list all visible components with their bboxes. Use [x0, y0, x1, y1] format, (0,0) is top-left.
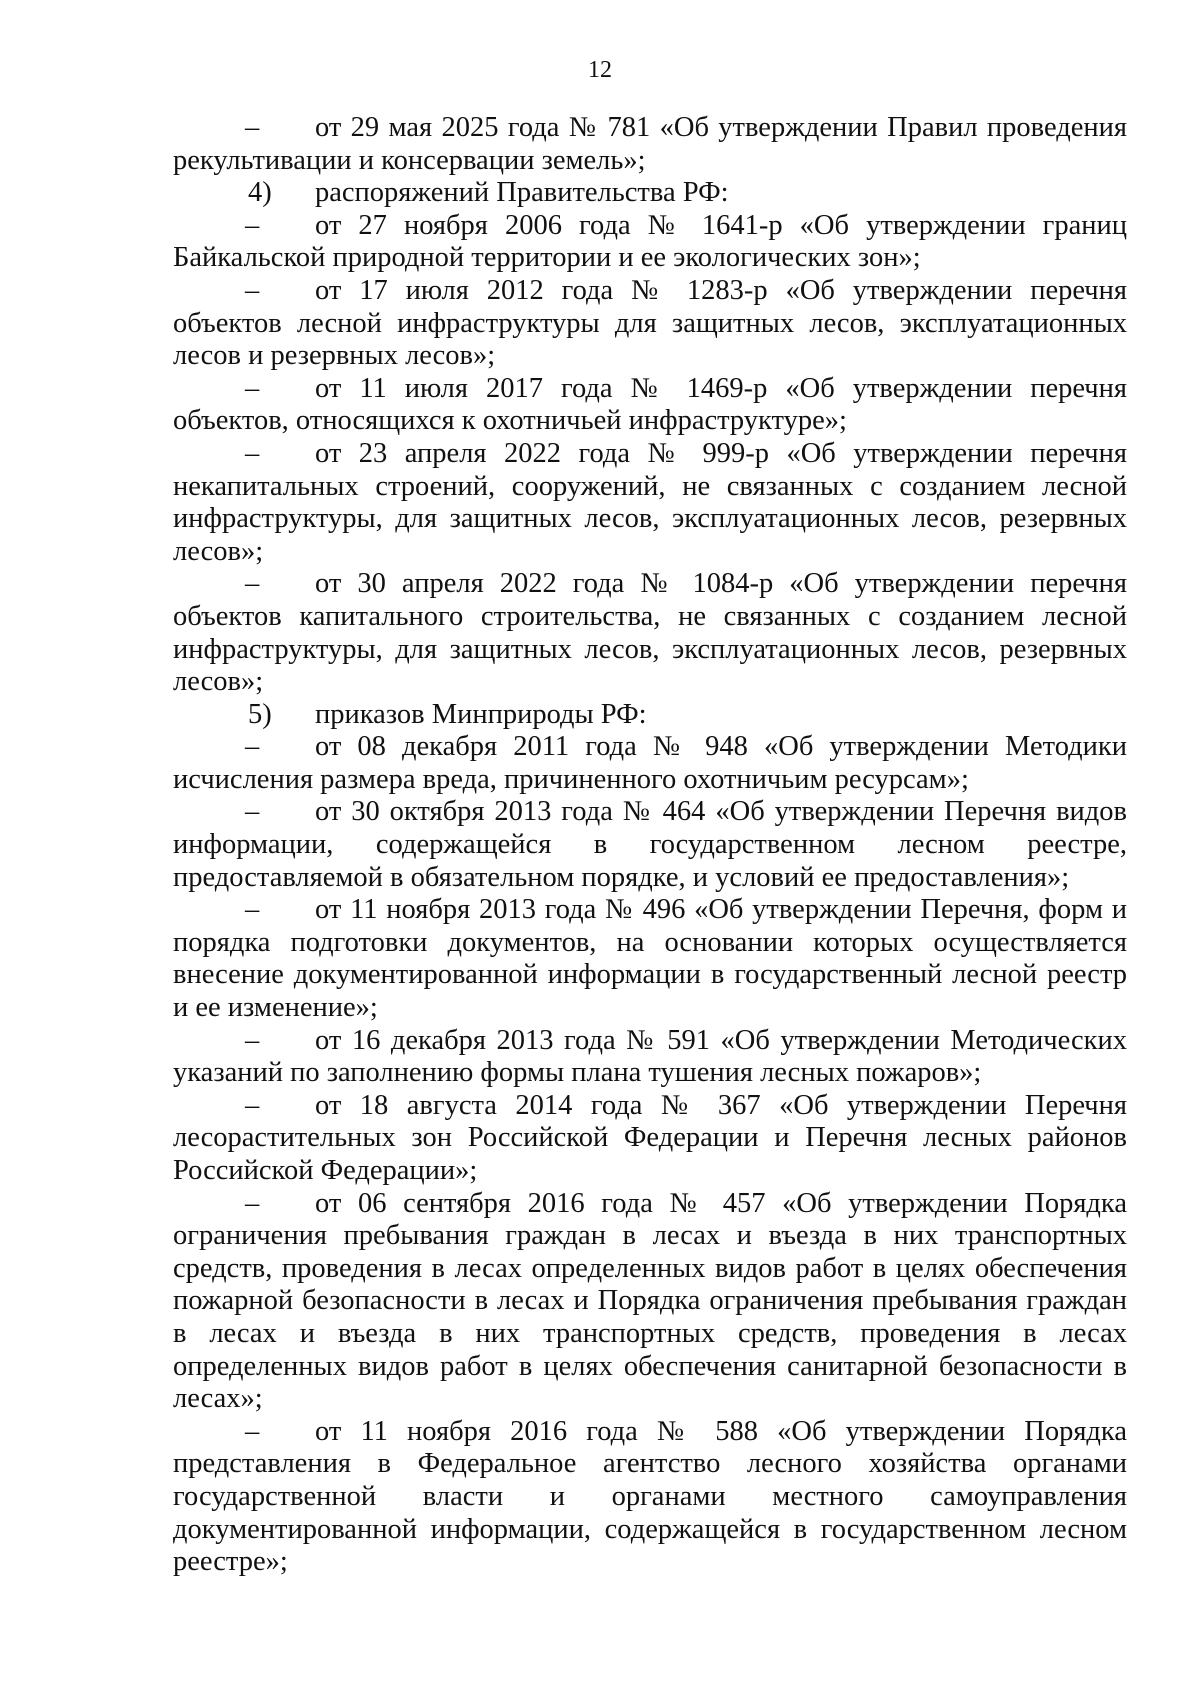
list-marker: –	[245, 1024, 260, 1056]
list-item	[173, 177, 1127, 210]
list-marker: –	[245, 894, 260, 926]
list-item-text: от 16 декабря 2013 года № 591 «Об утверждении Методических указаний по заполнению формы плана тушения лесных пожаров»;	[173, 1024, 1127, 1089]
list-item	[173, 112, 1127, 177]
list-marker: –	[245, 209, 260, 241]
list-item	[173, 1416, 1127, 1579]
list-item-text: от 11 июля 2017 года № 1469-р «Об утверждении перечня объектов, относящихся к охотничьей инфраструктуре»;	[173, 372, 1127, 437]
list-marker: –	[245, 274, 260, 306]
list-item-text: от 06 сентября 2016 года № 457 «Об утверждении Порядка ограничения пребывания граждан в лесах и въезда в них транспортных средств, проведения в лесах определенных видов работ в целях обеспечения пожарной безопасности в лесах и Порядка ограничения пребывания граждан в лесах и въезда в них транспортных средств, проведения в лесах определенных видов работ в целях обеспечения санитарной безопасности в лесах»;	[173, 1187, 1127, 1415]
list-marker: –	[245, 1187, 260, 1219]
list-item	[173, 894, 1127, 1024]
list-item	[173, 796, 1127, 894]
list-item-text: приказов Минприроды РФ:	[315, 698, 647, 730]
list-marker: –	[245, 568, 260, 600]
list-item-text: от 29 мая 2025 года № 781 «Об утверждении Правил проведения рекультивации и консервации земель»;	[173, 112, 1127, 176]
list-item-text: от 18 августа 2014 года № 367 «Об утверждении Перечня лесорастительных зон Российской Федерации и Перечня лесных районов Российской Федерации»;	[173, 1089, 1127, 1186]
list-item	[173, 373, 1127, 438]
list-marker: 5)	[248, 698, 272, 730]
list-item	[173, 731, 1127, 796]
list-item	[173, 1188, 1127, 1416]
list-item-text: от 30 апреля 2022 года № 1084-р «Об утверждении перечня объектов капитального строительства, не связанных с созданием лесной инфраструктуры, для защитных лесов, эксплуатационных лесов, резервных лесов»;	[173, 568, 1127, 698]
list-item	[173, 699, 1127, 732]
list-marker: –	[245, 1089, 260, 1121]
list-item	[173, 1090, 1127, 1188]
list-item-text: от 17 июля 2012 года № 1283-р «Об утверждении перечня объектов лесной инфраструктуры для защитных лесов, эксплуатационных лесов и резервных лесов»;	[173, 274, 1127, 372]
list-item-text: распоряжений Правительства РФ:	[315, 177, 729, 209]
list-marker: 4)	[248, 177, 272, 209]
page-number: 12	[588, 57, 612, 83]
list-marker: –	[245, 112, 260, 143]
list-item	[173, 275, 1127, 373]
document-body	[173, 112, 1127, 1579]
list-marker: –	[245, 731, 260, 763]
list-marker: –	[245, 1415, 260, 1447]
list-item-text: от 08 декабря 2011 года № 948 «Об утверждении Методики исчисления размера вреда, причиненного охотничьим ресурсам»;	[173, 731, 1127, 795]
list-item-text: от 11 ноября 2013 года № 496 «Об утверждении Перечня, форм и порядка подготовки документов, на основании которых осуществляется внесение документированной информации в государственный лесной реестр и ее изменение»;	[173, 894, 1127, 1024]
list-item-text: от 27 ноября 2006 года № 1641-р «Об утверждении границ Байкальской природной территории и ее экологических зон»;	[173, 209, 1127, 274]
list-item-text: от 23 апреля 2022 года № 999-р «Об утверждении перечня некапитальных строений, сооружений, не связанных с созданием лесной инфраструктуры, для защитных лесов, эксплуатационных лесов, резервных лесов»;	[173, 437, 1127, 567]
list-item	[173, 1025, 1127, 1090]
list-item	[173, 568, 1127, 698]
list-item-text: от 30 октября 2013 года № 464 «Об утверждении Перечня видов информации, содержащейся в государственном лесном реестре, предоставляемой в обязательном порядке, и условий ее предоставления»;	[173, 796, 1127, 893]
list-item-text: от 11 ноября 2016 года № 588 «Об утверждении Порядка представления в Федеральное агентство лесного хозяйства органами государственной власти и органами местного самоуправления документированной информации, содержащейся в государственном лесном реестре»;	[173, 1415, 1127, 1578]
list-item	[173, 438, 1127, 568]
list-marker: –	[245, 796, 260, 828]
list-marker: –	[245, 372, 260, 404]
list-marker: –	[245, 437, 260, 469]
list-item	[173, 210, 1127, 275]
